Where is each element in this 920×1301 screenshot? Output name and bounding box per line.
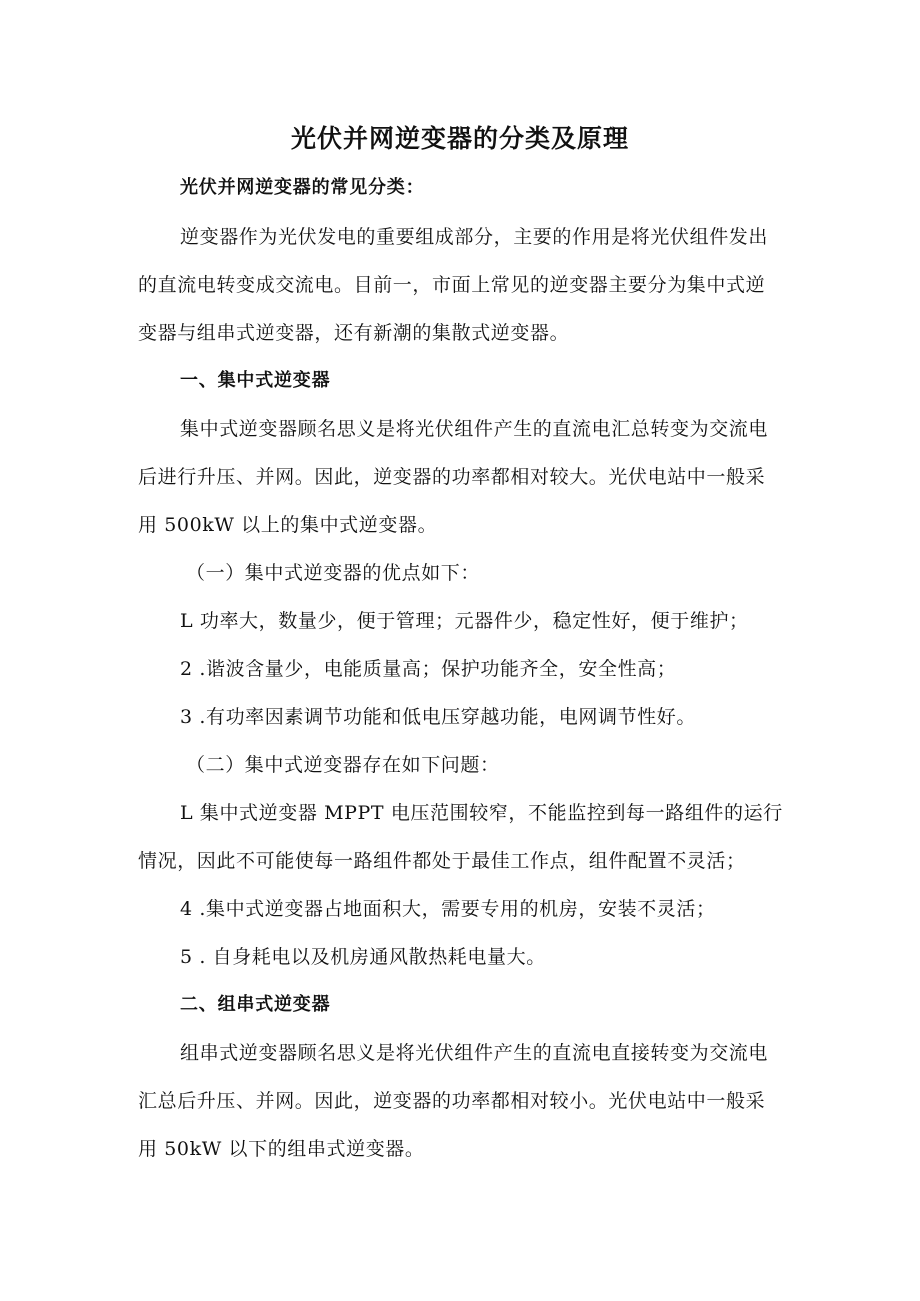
subheading-advantages: （一）集中式逆变器的优点如下： xyxy=(186,562,481,584)
paragraph-line: 组串式逆变器顾名思义是将光伏组件产生的直流电直接转变为交流电 xyxy=(180,1042,769,1064)
paragraph-line: 汇总后升压、并网。因此，逆变器的功率都相对较小。光伏电站中一般采 xyxy=(138,1090,766,1112)
list-item: L 功率大，数量少，便于管理；元器件少，稳定性好，便于维护； xyxy=(180,610,749,632)
paragraph-line: 的直流电转变成交流电。目前一，市面上常见的逆变器主要分为集中式逆 xyxy=(138,274,766,296)
list-item: 3 .有功率因素调节功能和低电压穿越功能，电网调节性好。 xyxy=(180,706,696,728)
list-item: L 集中式逆变器 MPPT 电压范围较窄，不能监控到每一路组件的运行 xyxy=(180,802,783,824)
list-item: 5 . 自身耗电以及机房通风散热耗电量大。 xyxy=(180,946,546,968)
paragraph-line: 逆变器作为光伏发电的重要组成部分，主要的作用是将光伏组件发出 xyxy=(180,226,769,248)
section-heading-string: 二、组串式逆变器 xyxy=(180,994,331,1015)
paragraph-line: 后进行升压、并网。因此，逆变器的功率都相对较大。光伏电站中一般采 xyxy=(138,466,766,488)
paragraph-line: 用 50kW 以下的组串式逆变器。 xyxy=(138,1138,425,1160)
paragraph-line: 变器与组串式逆变器，还有新潮的集散式逆变器。 xyxy=(138,322,570,344)
document-title: 光伏并网逆变器的分类及原理 xyxy=(290,124,629,153)
section-heading-centralized: 一、集中式逆变器 xyxy=(180,370,331,391)
subheading-problems: （二）集中式逆变器存在如下问题： xyxy=(186,754,500,776)
list-item: 2 .谐波含量少，电能质量高；保护功能齐全，安全性高； xyxy=(180,658,677,680)
list-item: 4 .集中式逆变器占地面积大，需要专用的机房，安装不灵活； xyxy=(180,898,716,920)
section-heading-common-types: 光伏并网逆变器的常见分类： xyxy=(180,177,425,198)
paragraph-line: 用 500kW 以上的集中式逆变器。 xyxy=(138,514,438,536)
paragraph-line: 集中式逆变器顾名思义是将光伏组件产生的直流电汇总转变为交流电 xyxy=(180,418,769,440)
list-item-continuation: 情况，因此不可能使每一路组件都处于最佳工作点，组件配置不灵活； xyxy=(138,850,746,872)
